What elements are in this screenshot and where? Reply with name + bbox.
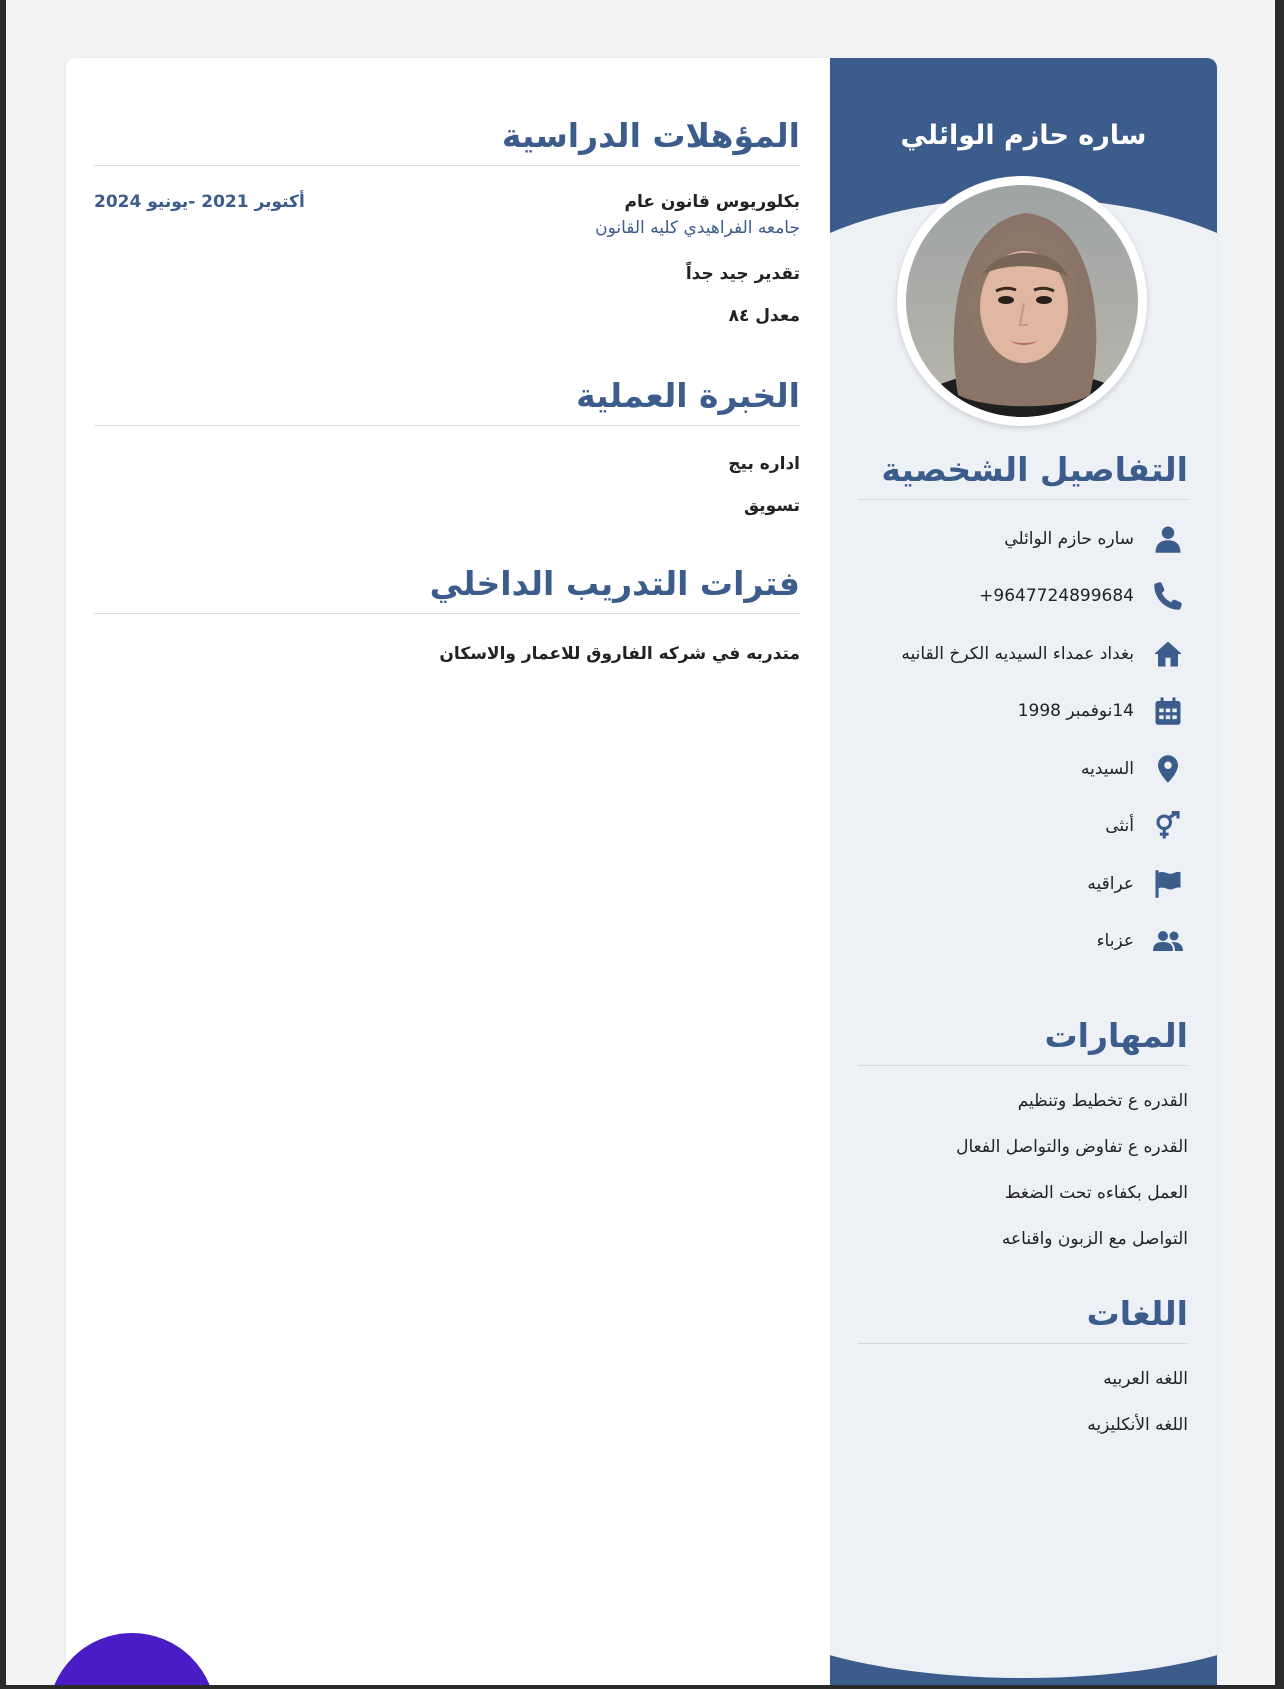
education-grade: تقدير جيد جداً [685,264,800,284]
languages-heading: اللغات [858,1294,1188,1344]
location-pin-icon [1148,752,1188,786]
avatar-photo [906,185,1138,417]
list-item: متدربه في شركه الفاروق للاعمار والاسكان [439,644,800,664]
sidebar [830,58,1217,1689]
flag-icon [1148,867,1188,901]
skills-list [858,1078,1188,1262]
personal-details-section [858,450,1188,970]
personal-details-heading: التفاصيل الشخصية [858,450,1188,500]
education-gpa: معدل ٨٤ [728,306,800,326]
sidebar-footer-curve [830,1508,1217,1678]
languages-section [858,1294,1188,1448]
education-section [94,116,800,326]
screen-right-edge [1275,0,1284,1689]
detail-text: السيديه [1081,758,1134,779]
detail-text: بغداد عمداء السيديه الكرخ القانيه [901,643,1134,664]
list-item: العمل بكفاءه تحت الضغط [1004,1183,1188,1203]
detail-text: عراقيه [1087,873,1134,894]
detail-text: عزباء [1096,931,1134,952]
detail-item-gender [858,798,1188,856]
list-item: تسويق [743,496,800,516]
education-school: جامعه الفراهيدي كليه القانون [595,218,800,238]
detail-text: 14نوفمبر 1998 [1017,701,1134,722]
calendar-icon [1148,694,1188,728]
detail-item-name [858,510,1188,568]
education-heading: المؤهلات الدراسية [94,116,800,166]
experience-section [94,376,800,516]
detail-item-address [858,625,1188,683]
phone-icon [1148,579,1188,613]
user-icon [1148,522,1188,556]
training-section [94,564,800,664]
detail-item-location [858,740,1188,798]
detail-text: +9647724899684 [979,586,1134,607]
users-icon [1148,924,1188,958]
avatar [897,176,1147,426]
screen-left-edge [0,0,6,1689]
profile-name: ساره حازم الوائلي [900,120,1147,151]
detail-item-phone [858,568,1188,626]
list-item: اللغه العربيه [1103,1369,1188,1389]
personal-details-list [858,510,1188,970]
detail-item-birthdate [858,683,1188,741]
detail-item-nationality [858,855,1188,913]
education-degree: بكلوريوس قانون عام [624,192,800,212]
training-heading: فترات التدريب الداخلي [94,564,800,614]
skills-section [858,1016,1188,1262]
skills-heading: المهارات [858,1016,1188,1066]
home-icon [1148,637,1188,671]
detail-item-marital-status [858,913,1188,971]
list-item: اللغه الأنكليزيه [1087,1415,1188,1435]
list-item: التواصل مع الزبون واقناعه [1001,1229,1188,1249]
gender-icon [1148,809,1188,843]
education-date: أكتوبر 2021 -يونيو 2024 [94,192,305,212]
list-item: القدره ع تفاوض والتواصل الفعال [956,1137,1188,1157]
education-entry [94,182,800,238]
list-item: القدره ع تخطيط وتنظيم [1017,1091,1188,1111]
screen-bottom-edge [0,1685,1284,1689]
list-item: اداره بيج [728,454,800,474]
languages-list [858,1356,1188,1448]
detail-text: ساره حازم الوائلي [1004,528,1134,549]
resume-page [66,58,1217,1689]
experience-heading: الخبرة العملية [94,376,800,426]
detail-text: أنثى [1105,816,1134,837]
